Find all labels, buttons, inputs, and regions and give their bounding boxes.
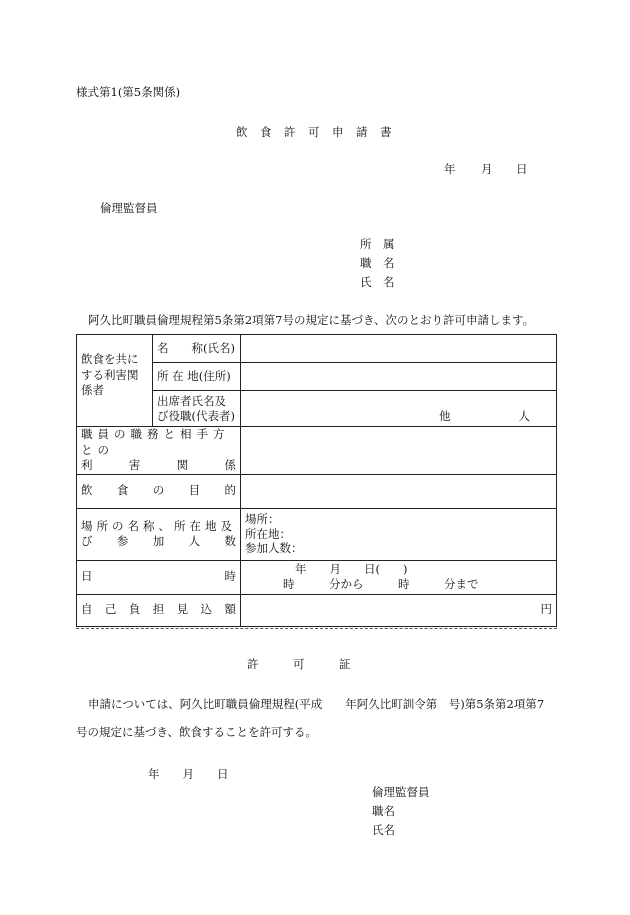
permit-text-line2: 号の規定に基づき、飲食することを許可する。 bbox=[76, 725, 318, 739]
purpose-field[interactable] bbox=[241, 474, 557, 508]
form-number-label: 様式第1(第5条関係) bbox=[76, 85, 181, 99]
cost-label: 自 己 負 担 見 込 額 bbox=[81, 602, 236, 617]
attendees-label: 出席者氏名及び役職(代表者) bbox=[157, 393, 235, 423]
datetime-label-cell bbox=[77, 560, 241, 594]
date-day-label: 日 bbox=[516, 162, 528, 176]
date-year-label: 年 bbox=[444, 162, 456, 176]
counterparty-address-field[interactable] bbox=[241, 363, 557, 391]
relation-label-line1 bbox=[81, 427, 236, 458]
cost-label-cell bbox=[77, 594, 241, 626]
relation-field[interactable] bbox=[241, 427, 557, 475]
page-title: 飲 食 許 可 申 請 書 bbox=[236, 125, 392, 139]
stakeholder-group-label bbox=[77, 335, 153, 427]
date-month-label: 月 bbox=[481, 162, 493, 176]
attendees-others-label: 他 bbox=[439, 409, 451, 424]
relation-label-text2: 利 害 関 係 bbox=[81, 458, 236, 473]
application-table bbox=[76, 334, 557, 627]
datetime-time-line: 時 分から 時 分まで bbox=[283, 577, 479, 592]
cost-unit-label: 円 bbox=[540, 602, 552, 617]
relation-label-line2 bbox=[81, 458, 236, 474]
counterparty-address-label: 所 在 地(住所) bbox=[157, 368, 231, 383]
permit-signer-name-label: 氏名 bbox=[372, 823, 395, 837]
cut-line-divider bbox=[76, 628, 557, 629]
purpose-label-cell bbox=[77, 474, 241, 508]
stakeholder-group-text: 飲食を共にする利害関係者 bbox=[81, 352, 139, 398]
datetime-label: 日 時 bbox=[81, 569, 236, 584]
cost-field[interactable] bbox=[241, 594, 557, 626]
venue-label-cell bbox=[77, 508, 241, 560]
venue-count-label: 参加人数： bbox=[245, 541, 303, 556]
permit-date: 年 月 日 bbox=[148, 767, 229, 781]
datetime-field[interactable] bbox=[241, 560, 557, 594]
attendees-persons-unit: 人 bbox=[518, 409, 530, 424]
permit-title: 許 可 証 bbox=[247, 657, 351, 671]
permit-signer-title: 倫理監督員 bbox=[372, 785, 430, 799]
relation-label-cell bbox=[77, 427, 241, 475]
applicant-name-label: 氏 名 bbox=[360, 275, 395, 289]
relation-label-text1: 職員の職務と相手方との bbox=[81, 427, 230, 457]
applicant-affiliation-label: 所 属 bbox=[360, 237, 395, 251]
permit-text-line1: 申請については、阿久比町職員倫理規程(平成 年阿久比町訓令第 号)第5条第2項第7 bbox=[88, 697, 545, 711]
application-intro-text: 阿久比町職員倫理規程第5条第2項第7号の規定に基づき、次のとおり許可申請します。 bbox=[88, 313, 535, 327]
counterparty-name-field[interactable] bbox=[241, 335, 557, 363]
purpose-label: 飲 食 の 目 的 bbox=[81, 483, 236, 498]
venue-place-label: 場所： bbox=[245, 512, 280, 527]
attendees-label-cell bbox=[153, 391, 241, 427]
venue-address-label: 所在地： bbox=[245, 526, 291, 541]
venue-label-text2: び 参 加 人 数 bbox=[81, 534, 236, 549]
permit-signer-job-label: 職名 bbox=[372, 804, 395, 818]
counterparty-name-label-cell bbox=[153, 335, 241, 363]
attendees-field[interactable] bbox=[241, 391, 557, 427]
counterparty-address-label-cell bbox=[153, 363, 241, 391]
counterparty-name-label: 名 称(氏名) bbox=[157, 340, 235, 355]
venue-field[interactable] bbox=[241, 508, 557, 560]
datetime-date-line: 年 月 日( ) bbox=[295, 561, 408, 576]
addressee: 倫理監督員 bbox=[100, 201, 158, 215]
venue-label-text1: 場所の名称、所在地及 bbox=[81, 518, 236, 533]
applicant-job-title-label: 職 名 bbox=[360, 256, 395, 270]
